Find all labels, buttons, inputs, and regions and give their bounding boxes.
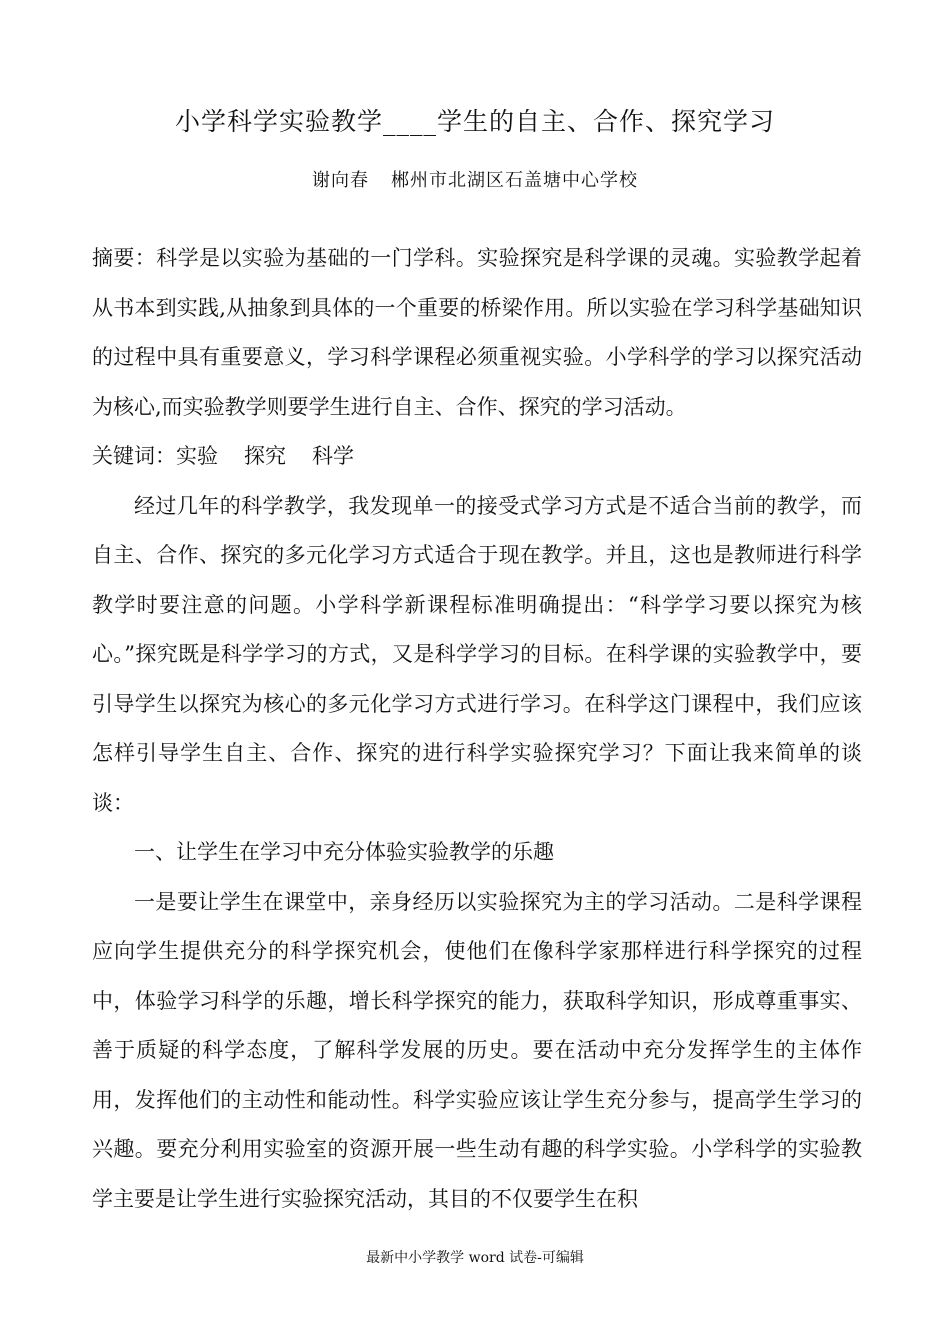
keywords-line bbox=[92, 432, 862, 482]
keywords-label: 关键词： bbox=[92, 444, 176, 468]
body-paragraph: 一是要让学生在课堂中，亲身经历以实验探究为主的学习活动。二是科学课程应向学生提供充分的科学探究机会，使他们在像科学家那样进行科学探究的过程中，体验学习科学的乐趣，增长科学探究的能力，获取科学知识，形成尊重事实、善于质疑的科学态度，了解科学发展的历史。要在活动中充分发挥学生的主体作用，发挥他们的主动性和能动性。科学实验应该让学生充分参与，提高学生学习的兴趣。要充分利用实验室的资源开展一些生动有趣的科学实验。小学科学的实验教学主要是让学生进行实验探究活动，其目的不仅要学生在积 bbox=[92, 889, 862, 1211]
keyword: 科学 bbox=[312, 444, 354, 468]
abstract-paragraph: 摘要：科学是以实验为基础的一门学科。实验探究是科学课的灵魂。实验教学起着从书本到实践,从抽象到具体的一个重要的桥梁作用。所以实验在学习科学基础知识的过程中具有重要意义，学习科学课程必须重视实验。小学科学的学习以探究活动为核心,而实验教学则要学生进行自主、合作、探究的学习活动。 bbox=[92, 246, 862, 419]
keyword: 实验 bbox=[176, 444, 218, 468]
author-affiliation: 郴州市北湖区石盖塘中心学校 bbox=[391, 170, 638, 191]
author-line bbox=[0, 167, 950, 195]
keyword: 探究 bbox=[244, 444, 286, 468]
document-body bbox=[92, 234, 862, 1224]
body-paragraph: 经过几年的科学教学，我发现单一的接受式学习方式是不适合当前的教学，而自主、合作、探究的多元化学习方式适合于现在教学。并且，这也是教师进行科学教学时要注意的问题。小学科学新课程标准明确提出：“科学学习要以探究为核心。”探究既是科学学习的方式，又是科学学习的目标。在科学课的实验教学中，要引导学生以探究为核心的多元化学习方式进行学习。在科学这门课程中，我们应该怎样引导学生自主、合作、探究的进行科学实验探究学习？下面让我来简单的谈谈： bbox=[92, 493, 862, 815]
author-name: 谢向春 bbox=[312, 170, 369, 191]
section-heading: 一、让学生在学习中充分体验实验教学的乐趣 bbox=[134, 840, 554, 864]
document-title: 小学科学实验教学____学生的自主、合作、探究学习 bbox=[174, 107, 775, 136]
page-footer: 最新中小学教学 word 试卷-可编辑 bbox=[366, 1250, 584, 1266]
